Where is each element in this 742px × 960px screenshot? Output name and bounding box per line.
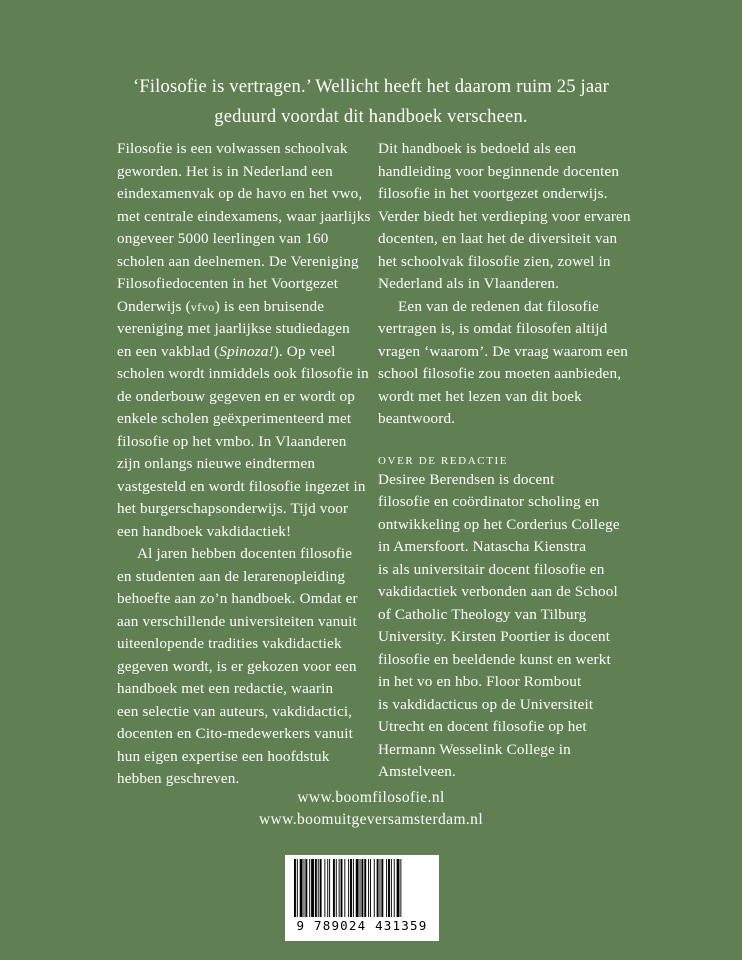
text-line: filosofie op het vmbo. In Vlaanderen — [117, 432, 347, 450]
text-line: filosofie en coördinator scholing en — [378, 493, 600, 510]
barcode-bar — [361, 859, 363, 917]
publisher-urls — [0, 787, 742, 831]
text-line: beantwoord. — [378, 410, 456, 427]
text-line: Al jaren hebben docenten filosofie — [137, 545, 353, 562]
text-line: wordt met het lezen van dit boek — [378, 387, 582, 405]
intro-line-2: geduurd voordat dit handboek verscheen. — [214, 107, 528, 127]
barcode-bar — [311, 859, 314, 917]
text-line: ongeveer 5000 leerlingen van 160 — [117, 230, 329, 247]
barcode-bar — [309, 859, 310, 917]
barcode-bar — [329, 859, 330, 917]
barcode-bar — [353, 859, 354, 917]
left-paragraph-1 — [117, 138, 399, 543]
text-line: hun eigen expertise een hoofdstuk — [117, 747, 330, 765]
text-line: ontwikkeling op het Corderius College — [378, 515, 620, 533]
text-line: en studenten aan de lerarenopleiding — [117, 567, 346, 585]
text-line: docenten, en laat het de diversiteit van — [378, 230, 618, 247]
text-line: zijn onlangs nieuwe eindtermen — [117, 455, 316, 472]
right-paragraph-1 — [378, 138, 668, 296]
isbn-barcode — [285, 855, 439, 941]
barcode-bar — [348, 859, 349, 917]
barcode-bar — [320, 859, 322, 917]
text-line: een handboek vakdidactiek! — [117, 522, 292, 540]
barcode-bar — [380, 859, 381, 917]
barcode-bar — [388, 859, 390, 917]
barcode-bar — [344, 859, 345, 917]
left-paragraph-2 — [117, 543, 399, 791]
barcode-bar — [394, 859, 395, 917]
text-line: scholen wordt inmiddels ook filosofie in — [117, 365, 369, 382]
text-fragment: Onderwijs ( — [117, 297, 191, 315]
text-line: het schoolvak filosofie zien, zowel in — [378, 252, 611, 270]
spinoza-title: Spinoza! — [219, 342, 274, 360]
text-line: Filosofie is een volwassen schoolvak — [117, 140, 348, 157]
barcode-bar — [364, 859, 366, 917]
barcode-bar — [350, 859, 352, 917]
text-line: in Amersfoort. Natascha Kienstra — [378, 538, 587, 555]
text-line: aan verschillende universiteiten vanuit — [117, 612, 357, 630]
url-boomfilosofie[interactable]: www.boomfilosofie.nl — [297, 789, 445, 806]
barcode-bar — [327, 859, 328, 917]
text-line: Hermann Wesselink College in — [378, 740, 571, 758]
text-line: het burgerschapsonderwijs. Tijd voor — [117, 500, 349, 517]
text-line: enkele scholen geëxperimenteerd met — [117, 410, 352, 427]
text-line: gegeven wordt, is er gekozen voor een — [117, 657, 357, 675]
barcode-bar — [360, 859, 361, 917]
vfvo-abbreviation: vfvo — [190, 299, 215, 314]
barcode-bar — [397, 859, 400, 917]
right-paragraph-2 — [378, 296, 668, 431]
text-line: scholen aan deelnemen. De Vereniging — [117, 252, 359, 270]
barcode-bar — [381, 859, 383, 917]
section-title-redactie: OVER DE REDACTIE — [378, 454, 509, 467]
left-column — [117, 138, 399, 791]
text-line: Nederland als in Vlaanderen. — [378, 275, 560, 292]
text-line: docenten en Cito-medewerkers vanuit — [117, 725, 353, 742]
intro-line-1: ‘Filosofie is vertragen.’ Wellicht heeft het daarom ruim 25 jaar — [132, 77, 610, 97]
text-line: behoefte aan zo’n handboek. Omdat er — [117, 590, 358, 607]
text-line: een selectie van auteurs, vakdidactici, — [117, 702, 353, 720]
text-fragment: ) is een bruisende — [214, 297, 325, 315]
barcode-bar — [333, 859, 335, 917]
text-line: Amstelveen. — [378, 763, 456, 780]
text-line: eindexamenvak op de havo en het vwo, — [117, 185, 363, 202]
barcode-bar — [336, 859, 337, 917]
text-line: vertragen is, is omdat filosofen altijd — [378, 320, 608, 337]
text-line: geworden. Het is in Nederland een — [117, 162, 333, 180]
barcode-bar — [305, 859, 307, 917]
barcode-bar — [318, 859, 319, 917]
text-line: Dit handboek is bedoeld als een — [378, 140, 577, 157]
text-fragment: ). Op veel — [273, 342, 336, 360]
barcode-bar — [300, 859, 303, 917]
barcode-bar — [377, 859, 379, 917]
text-line: uiteenlopende tradities vakdidactiek — [117, 635, 342, 652]
text-line: vastgesteld en wordt filosofie ingezet in — [117, 477, 366, 495]
barcode-bar — [370, 859, 371, 917]
barcode-bar — [400, 859, 401, 917]
text-line: Utrecht en docent filosofie op het — [378, 718, 587, 735]
text-line: of Catholic Theology van Tilburg — [378, 605, 587, 623]
text-line: in het vo en hbo. Floor Rombout — [378, 673, 582, 690]
url-boomuitgevers[interactable]: www.boomuitgeversamsterdam.nl — [258, 811, 484, 828]
barcode-bar — [339, 859, 340, 917]
text-line: vragen ‘waarom’. De vraag waarom een — [378, 342, 628, 360]
text-line: met centrale eindexamens, waar jaarlijks — [117, 207, 371, 225]
barcode-bar — [368, 859, 369, 917]
text-line: Filosofiedocenten in het Voortgezet — [117, 275, 339, 292]
barcode-bar — [324, 859, 325, 917]
text-line: is als universitair docent filosofie en — [378, 560, 605, 578]
text-line: de onderbouw gegeven en er wordt op — [117, 387, 356, 405]
barcode-icon — [292, 859, 432, 917]
text-line: Verder biedt het verdieping voor ervaren — [378, 207, 631, 225]
barcode-bar — [341, 859, 343, 917]
right-paragraph-3 — [378, 469, 668, 784]
text-line: Een van de redenen dat filosofie — [398, 297, 599, 315]
text-line: filosofie in het voortgezet onderwijs. — [378, 185, 608, 202]
barcode-bar — [294, 859, 296, 917]
barcode-bar — [374, 859, 375, 917]
barcode-bar — [315, 859, 317, 917]
text-line — [117, 296, 399, 319]
right-column — [378, 138, 668, 784]
text-line: University. Kirsten Poortier is docent — [378, 628, 611, 645]
text-line: handboek met een redactie, waarin — [117, 680, 334, 697]
text-line: vereniging met jaarlijkse studiedagen — [117, 320, 350, 337]
text-line: vakdidactiek verbonden aan de School — [378, 583, 618, 600]
text-line: Desiree Berendsen is docent — [378, 470, 555, 488]
text-line — [117, 341, 399, 364]
text-line: handleiding voor beginnende docenten — [378, 162, 620, 180]
barcode-bar — [386, 859, 387, 917]
text-fragment: en een vakblad ( — [117, 342, 220, 360]
barcode-bar — [297, 859, 298, 917]
text-line: school filosofie zou moeten aanbieden, — [378, 365, 622, 382]
text-line: filosofie en beeldende kunst en werkt — [378, 650, 611, 668]
text-line: is vakdidacticus op de Universiteit — [378, 695, 594, 713]
barcode-bar — [356, 859, 359, 917]
barcode-bar — [391, 859, 392, 917]
barcode-bar — [304, 859, 305, 917]
intro-quote — [0, 72, 742, 132]
text-line: hebben geschreven. — [117, 770, 240, 787]
isbn-number: 9 789024 431359 — [296, 918, 428, 933]
